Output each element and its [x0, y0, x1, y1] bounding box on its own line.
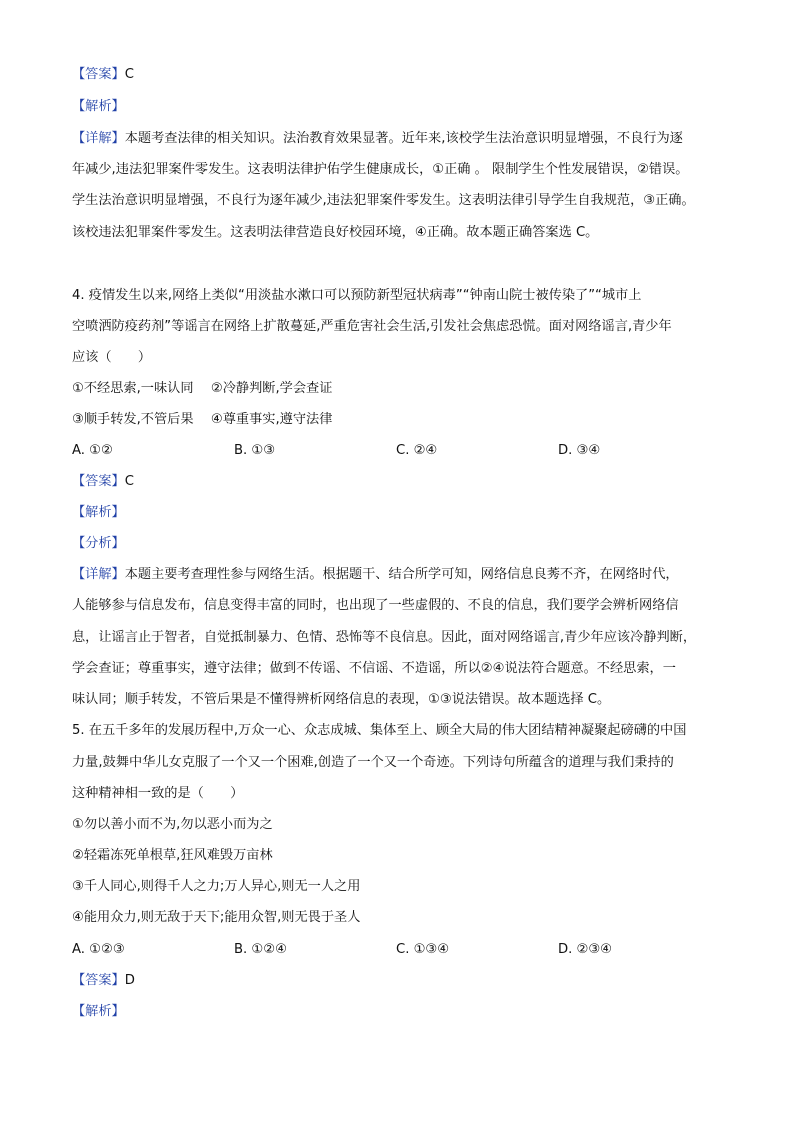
answer-tag: 【答案】 — [72, 67, 125, 82]
q3-answer: C — [124, 67, 134, 82]
q4-detail-line-1: 【详解】本题主要考查理性参与网络生活。根据题干、结合所学可知，网络信息良莠不齐，在网络时代， — [72, 567, 679, 582]
q4-stem-line-2: 空喷洒防疫药剂”等谣言在网络上扩散蔓延,严重危害社会生活,引发社会焦虑恐慌。面对网络谣言,青少年 — [72, 319, 672, 334]
analysis-tag: 【解析】 — [72, 1004, 125, 1019]
q4-answer: C — [124, 474, 134, 489]
q5-analysis-line — [72, 1001, 722, 1023]
q4-options-line — [72, 440, 722, 462]
q3-answer-line — [72, 64, 722, 86]
q3-detail-line-2: 年减少,违法犯罪案件零发生。这表明法律护佑学生健康成长，①正确 。 限制学生个性发展错误，②错误。 — [72, 162, 689, 177]
detail-tag: 【详解】 — [72, 567, 125, 582]
q5-answer-line — [72, 970, 722, 992]
answer-tag: 【答案】 — [72, 973, 125, 988]
q4-breakdown-line — [72, 533, 722, 555]
q4-option-c: C. ②④ — [396, 443, 438, 458]
q4-option-b: B. ①③ — [234, 443, 276, 458]
q5-option-d: D. ②③④ — [558, 942, 613, 957]
q5-option-c: C. ①③④ — [396, 942, 450, 957]
q5-stem-line-2: 力量,鼓舞中华儿女克服了一个又一个困难,创造了一个又一个奇迹。下列诗句所蕴含的道理与我们秉持的 — [72, 755, 674, 770]
q4-detail-line-5: 味认同；顺手转发，不管后果是不懂得辨析网络信息的表现，①③说法错误。故本题选择 C。 — [72, 692, 611, 707]
q4-detail-line-4: 学会查证；尊重事实，遵守法律；做到不传谣、不信谣、不造谣，所以②④说法符合题意。不经思索，一 — [72, 661, 676, 676]
detail-tag: 【详解】 — [72, 131, 125, 146]
q4-stem-line-1: 4. 疫情发生以来,网络上类似“用淡盐水漱口可以预防新型冠状病毒”“钟南山院士被传染了”“城市上 — [72, 288, 642, 303]
q4-analysis-line — [72, 502, 722, 524]
q3-detail-line-1: 【详解】本题考查法律的相关知识。法治教育效果显著。近年来,该校学生法治意识明显增强，不良行为逐 — [72, 131, 683, 146]
q4-detail-line-2: 人能够参与信息发布，信息变得丰富的同时，也出现了一些虚假的、不良的信息，我们要学会辨析网络信 — [72, 598, 679, 613]
q5-statement-line-1: ①勿以善小而不为,勿以恶小而为之 — [72, 817, 273, 832]
q4-statement-line-1: ①不经思索,一味认同 ②冷静判断,学会查证 — [72, 381, 333, 396]
q5-stem-line-3: 这种精神相一致的是（ ） — [72, 786, 244, 801]
analysis-tag: 【解析】 — [72, 505, 125, 520]
q5-stem-line-1: 5. 在五千多年的发展历程中,万众一心、众志成城、集体至上、顾全大局的伟大团结精神凝聚起磅礴的中国 — [72, 723, 687, 738]
q4-detail-line-3: 息，让谣言止于智者，自觉抵制暴力、色情、恐怖等不良信息。因此，面对网络谣言,青少年应该冷静判断， — [72, 630, 697, 645]
q3-detail-line-4: 该校违法犯罪案件零发生。这表明法律营造良好校园环境，④正确。故本题正确答案选 C。 — [72, 225, 599, 240]
q5-statement-line-4: ④能用众力,则无敌于天下;能用众智,则无畏于圣人 — [72, 910, 361, 925]
q4-option-d: D. ③④ — [558, 443, 601, 458]
q5-answer: D — [124, 973, 135, 988]
q3-analysis-line — [72, 96, 722, 118]
q5-option-b: B. ①②④ — [234, 942, 287, 957]
q3-detail-line-3: 学生法治意识明显增强，不良行为逐年减少,违法犯罪案件零发生。这表明法律引导学生自我规范，③正确。 — [72, 193, 695, 208]
q5-option-a: A. ①②③ — [72, 942, 125, 957]
q4-answer-line — [72, 471, 722, 493]
q5-statement-line-2: ②轻霜冻死单根草,狂风难毁万亩林 — [72, 848, 273, 863]
q4-option-a: A. ①② — [72, 443, 113, 458]
q5-statement-line-3: ③千人同心,则得千人之力;万人异心,则无一人之用 — [72, 879, 361, 894]
q4-stem-line-3: 应该（ ） — [72, 350, 152, 365]
analysis-tag: 【解析】 — [72, 99, 125, 114]
breakdown-tag: 【分析】 — [72, 536, 125, 551]
answer-tag: 【答案】 — [72, 474, 125, 489]
q5-options-line — [72, 939, 722, 961]
q4-statement-line-2: ③顺手转发,不管后果 ④尊重事实,遵守法律 — [72, 412, 333, 427]
